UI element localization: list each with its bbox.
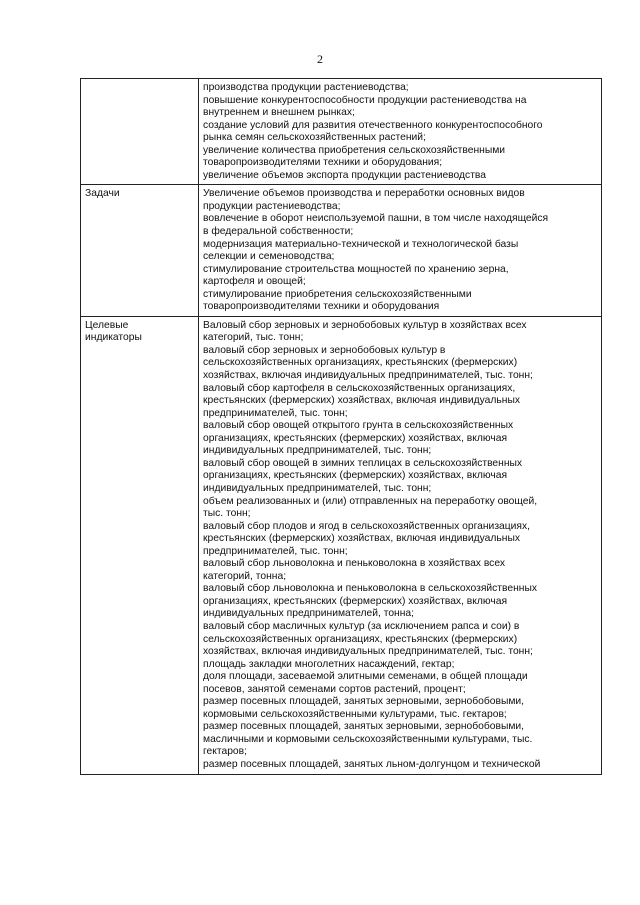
content-line: валовый сбор овощей в зимних теплицах в сельскохозяйственных (203, 457, 523, 469)
row-label-cell (81, 316, 199, 774)
content-line: Валовый сбор зерновых и зернобобовых культур в хозяйствах всех (203, 319, 527, 331)
table-row (81, 185, 602, 316)
content-line: размер посевных площадей, занятых льном-долгунцом и технической (203, 758, 541, 770)
content-line: размер посевных площадей, занятых зерновыми, зернобобовыми, (203, 721, 525, 733)
content-line: гектаров; (203, 746, 247, 758)
content-line: создание условий для развития отечественного конкурентоспособного (203, 119, 543, 131)
table-row (81, 79, 602, 185)
content-line: валовый сбор картофеля в сельскохозяйственных организациях, (203, 382, 516, 394)
content-line: индивидуальных предпринимателей, тыс. тонн; (203, 482, 432, 494)
content-line: индивидуальных предпринимателей, тыс. тонн; (203, 445, 432, 457)
content-line: крестьянских (фермерских) хозяйствах, включая индивидуальных (203, 533, 521, 545)
content-line: валовый сбор льноволокна и пеньковолокна в сельскохозяйственных (203, 583, 538, 595)
content-line: Увеличение объемов производства и переработки основных видов (203, 188, 525, 200)
row-content-cell (199, 185, 602, 316)
content-line: продукции растениеводства; (203, 200, 341, 212)
content-line: предпринимателей, тыс. тонн; (203, 545, 348, 557)
row-label-line: индикаторы (85, 332, 142, 344)
content-line: категорий, тонна; (203, 570, 287, 582)
content-line: модернизация материально-технической и технологической базы (203, 238, 519, 250)
content-line: товаропроизводителями техники и оборудования; (203, 157, 443, 169)
content-line: валовый сбор зерновых и зернобобовых культур в (203, 344, 446, 356)
page-number: 2 (317, 52, 323, 66)
content-line: валовый сбор масличных культур (за исключением рапса и сои) в (203, 620, 520, 632)
content-line: рынка семян сельскохозяйственных растений; (203, 132, 426, 144)
content-line: крестьянских (фермерских) хозяйствах, включая индивидуальных (203, 395, 521, 407)
content-line: хозяйствах, включая индивидуальных предпринимателей, тыс. тонн; (203, 646, 533, 658)
content-line: селекции и семеноводства; (203, 251, 335, 263)
content-line: индивидуальных предпринимателей, тонна; (203, 608, 415, 620)
content-line: организациях, крестьянских (фермерских) хозяйствах, включая (203, 432, 508, 444)
content-line: стимулирование приобретения сельскохозяйственными (203, 288, 472, 300)
content-line: размер посевных площадей, занятых зерновыми, зернобобовыми, (203, 696, 525, 708)
content-line: организациях, крестьянских (фермерских) хозяйствах, включая (203, 595, 508, 607)
content-line: валовый сбор плодов и ягод в сельскохозяйственных организациях, (203, 520, 530, 532)
content-line: увеличение количества приобретения сельскохозяйственными (203, 144, 506, 156)
content-line: кормовыми сельскохозяйственными культурами, тыс. гектаров; (203, 708, 507, 720)
content-line: масличными и кормовыми сельскохозяйственными культурами, тыс. (203, 733, 533, 745)
content-line: тыс. тонн; (203, 508, 251, 520)
content-line: картофеля и овощей; (203, 276, 306, 288)
content-line: производства продукции растениеводства; (203, 82, 409, 93)
content-line: хозяйствах, включая индивидуальных предпринимателей, тыс. тонн; (203, 370, 533, 382)
row-label-line: Целевые (85, 319, 129, 331)
content-line: валовый сбор овощей открытого грунта в сельскохозяйственных (203, 420, 514, 432)
row-label-line: Задачи (85, 188, 120, 200)
table-body (81, 79, 602, 775)
content-line: объем реализованных и (или) отправленных на переработку овощей, (203, 495, 538, 507)
row-label-cell (81, 79, 199, 185)
content-line: организациях, крестьянских (фермерских) хозяйствах, включая (203, 470, 508, 482)
content-line: категорий, тыс. тонн; (203, 332, 304, 344)
content-line: в федеральной собственности; (203, 226, 354, 238)
content-line: посевов, занятой семенами сортов растений, процент; (203, 683, 466, 695)
row-content-cell (199, 79, 602, 185)
content-line: вовлечение в оборот неиспользуемой пашни, в том числе находящейся (203, 213, 549, 225)
content-line: предпринимателей, тыс. тонн; (203, 407, 348, 419)
row-label-cell (81, 185, 199, 316)
content-line: валовый сбор льноволокна и пеньковолокна в хозяйствах всех (203, 558, 505, 570)
content-line: сельскохозяйственных организациях, крестьянских (фермерских) (203, 633, 518, 645)
content-line: товаропроизводителями техники и оборудования (203, 301, 440, 313)
content-line: повышение конкурентоспособности продукции растениеводства на (203, 94, 527, 106)
content-line: увеличение объемов экспорта продукции растениеводства (203, 169, 486, 181)
content-line: сельскохозяйственных организациях, крестьянских (фермерских) (203, 357, 518, 369)
content-line: площадь закладки многолетних насаждений, гектар; (203, 658, 455, 670)
content-line: доля площади, засеваемой элитными семенами, в общей площади (203, 671, 528, 683)
program-passport-table (80, 78, 602, 775)
content-line: внутреннем и внешнем рынках; (203, 107, 355, 119)
content-line: стимулирование строительства мощностей по хранению зерна, (203, 263, 509, 275)
row-content-cell (199, 316, 602, 774)
table-row (81, 316, 602, 774)
